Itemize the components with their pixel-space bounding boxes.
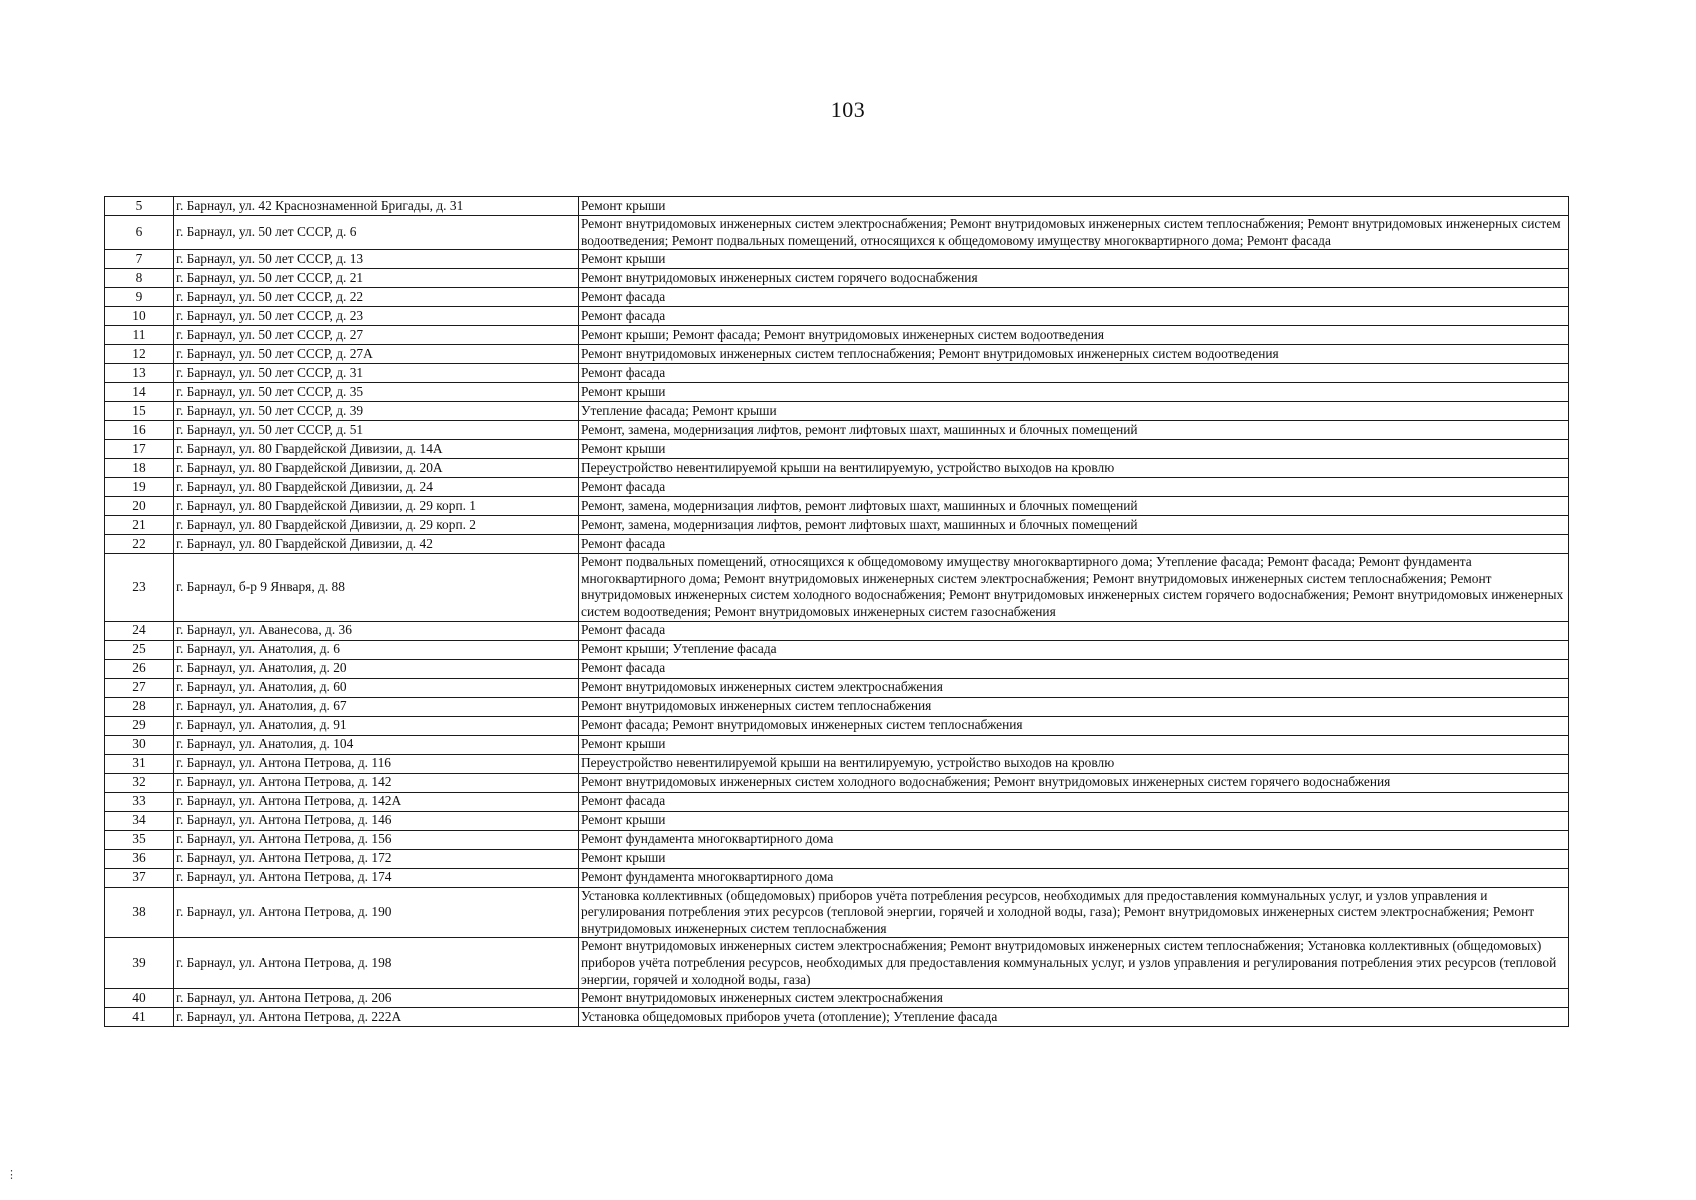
table-row [105, 773, 1569, 792]
table-row [105, 868, 1569, 887]
row-number-cell: 27 [105, 678, 174, 697]
address-cell: г. Барнаул, ул. 50 лет СССР, д. 31 [174, 364, 579, 383]
table-row [105, 421, 1569, 440]
row-number-cell: 7 [105, 250, 174, 269]
table-row [105, 383, 1569, 402]
table-row [105, 459, 1569, 478]
row-number-cell: 33 [105, 792, 174, 811]
work-type-cell: Ремонт внутридомовых инженерных систем горячего водоснабжения [579, 269, 1569, 288]
table-row [105, 364, 1569, 383]
work-type-cell: Ремонт крыши [579, 440, 1569, 459]
work-type-cell: Ремонт фасада [579, 792, 1569, 811]
table-row [105, 307, 1569, 326]
table-row [105, 697, 1569, 716]
work-type-cell: Установка коллективных (общедомовых) приборов учёта потребления ресурсов, необходимых для предоставления коммунальных услуг, и узлов управления и регулирования потребления этих ресурсов (тепловой энергии, горячей и холодной воды, газа); Ремонт внутридомовых инженерных систем электроснабжения; Ремонт внутридомовых инженерных систем теплоснабжения [579, 887, 1569, 938]
work-type-cell: Ремонт, замена, модернизация лифтов, ремонт лифтовых шахт, машинных и блочных помещений [579, 497, 1569, 516]
table-row [105, 288, 1569, 307]
row-number-cell: 11 [105, 326, 174, 345]
table-row [105, 621, 1569, 640]
address-cell: г. Барнаул, ул. Анатолия, д. 60 [174, 678, 579, 697]
address-cell: г. Барнаул, ул. 50 лет СССР, д. 39 [174, 402, 579, 421]
row-number-cell: 41 [105, 1008, 174, 1027]
address-cell: г. Барнаул, ул. 80 Гвардейской Дивизии, д. 24 [174, 478, 579, 497]
work-type-cell: Ремонт фасада; Ремонт внутридомовых инженерных систем теплоснабжения [579, 716, 1569, 735]
row-number-cell: 5 [105, 197, 174, 216]
work-type-cell: Ремонт подвальных помещений, относящихся к общедомовому имуществу многоквартирного дома; Утепление фасада; Ремонт фасада; Ремонт фундамента многоквартирного дома; Ремонт внутридомовых инженерных систем электроснабжения; Ремонт внутридомовых инженерных систем теплоснабжения; Ремонт внутридомовых инженерных систем холодного водоснабжения; Ремонт внутридомовых инженерных систем горячего водоснабжения; Ремонт внутридомовых инженерных систем водоотведения; Ремонт внутридомовых инженерных систем газоснабжения [579, 554, 1569, 621]
table-row [105, 811, 1569, 830]
table-row [105, 269, 1569, 288]
repair-program-table [104, 196, 1569, 1027]
table-row [105, 754, 1569, 773]
address-cell: г. Барнаул, ул. Антона Петрова, д. 206 [174, 989, 579, 1008]
address-cell: г. Барнаул, ул. Анатолия, д. 91 [174, 716, 579, 735]
address-cell: г. Барнаул, ул. Антона Петрова, д. 142А [174, 792, 579, 811]
work-type-cell: Переустройство невентилируемой крыши на вентилируемую, устройство выходов на кровлю [579, 754, 1569, 773]
page-number: 103 [830, 97, 866, 122]
work-type-cell: Ремонт фасада [579, 478, 1569, 497]
address-cell: г. Барнаул, ул. Антона Петрова, д. 142 [174, 773, 579, 792]
work-type-cell: Ремонт фасада [579, 659, 1569, 678]
row-number-cell: 32 [105, 773, 174, 792]
row-number-cell: 15 [105, 402, 174, 421]
row-number-cell: 8 [105, 269, 174, 288]
address-cell: г. Барнаул, ул. Антона Петрова, д. 172 [174, 849, 579, 868]
address-cell: г. Барнаул, ул. 50 лет СССР, д. 6 [174, 216, 579, 250]
work-type-cell: Ремонт внутридомовых инженерных систем теплоснабжения [579, 697, 1569, 716]
table-row [105, 887, 1569, 938]
work-type-cell: Ремонт внутридомовых инженерных систем электроснабжения [579, 989, 1569, 1008]
address-cell: г. Барнаул, ул. Анатолия, д. 6 [174, 640, 579, 659]
address-cell: г. Барнаул, ул. 80 Гвардейской Дивизии, д. 42 [174, 535, 579, 554]
table-row [105, 938, 1569, 989]
row-number-cell: 30 [105, 735, 174, 754]
table-row [105, 678, 1569, 697]
table-row [105, 497, 1569, 516]
address-cell: г. Барнаул, ул. 50 лет СССР, д. 13 [174, 250, 579, 269]
row-number-cell: 39 [105, 938, 174, 989]
row-number-cell: 18 [105, 459, 174, 478]
row-number-cell: 28 [105, 697, 174, 716]
work-type-cell: Переустройство невентилируемой крыши на вентилируемую, устройство выходов на кровлю [579, 459, 1569, 478]
row-number-cell: 40 [105, 989, 174, 1008]
table-row [105, 989, 1569, 1008]
work-type-cell: Ремонт внутридомовых инженерных систем теплоснабжения; Ремонт внутридомовых инженерных систем водоотведения [579, 345, 1569, 364]
row-number-cell: 14 [105, 383, 174, 402]
table-row [105, 440, 1569, 459]
address-cell: г. Барнаул, ул. 50 лет СССР, д. 22 [174, 288, 579, 307]
address-cell: г. Барнаул, ул. 50 лет СССР, д. 23 [174, 307, 579, 326]
work-type-cell: Ремонт, замена, модернизация лифтов, ремонт лифтовых шахт, машинных и блочных помещений [579, 421, 1569, 440]
row-number-cell: 21 [105, 516, 174, 535]
work-type-cell: Ремонт фасада [579, 621, 1569, 640]
row-number-cell: 6 [105, 216, 174, 250]
address-cell: г. Барнаул, ул. 80 Гвардейской Дивизии, д. 14А [174, 440, 579, 459]
work-type-cell: Ремонт фасада [579, 535, 1569, 554]
row-number-cell: 25 [105, 640, 174, 659]
table-row [105, 659, 1569, 678]
work-type-cell: Ремонт крыши [579, 250, 1569, 269]
row-number-cell: 16 [105, 421, 174, 440]
row-number-cell: 24 [105, 621, 174, 640]
address-cell: г. Барнаул, ул. 80 Гвардейской Дивизии, д. 29 корп. 1 [174, 497, 579, 516]
work-type-cell: Ремонт фасада [579, 364, 1569, 383]
address-cell: г. Барнаул, ул. 80 Гвардейской Дивизии, д. 20А [174, 459, 579, 478]
address-cell: г. Барнаул, ул. Анатолия, д. 67 [174, 697, 579, 716]
table-row [105, 216, 1569, 250]
row-number-cell: 22 [105, 535, 174, 554]
address-cell: г. Барнаул, ул. 42 Краснознаменной Бригады, д. 31 [174, 197, 579, 216]
table-row [105, 535, 1569, 554]
work-type-cell: Установка общедомовых приборов учета (отопление); Утепление фасада [579, 1008, 1569, 1027]
address-cell: г. Барнаул, ул. 80 Гвардейской Дивизии, д. 29 корп. 2 [174, 516, 579, 535]
row-number-cell: 29 [105, 716, 174, 735]
work-type-cell: Ремонт крыши; Утепление фасада [579, 640, 1569, 659]
work-type-cell: Ремонт крыши [579, 197, 1569, 216]
address-cell: г. Барнаул, ул. Антона Петрова, д. 222А [174, 1008, 579, 1027]
table-row [105, 402, 1569, 421]
address-cell: г. Барнаул, ул. Антона Петрова, д. 174 [174, 868, 579, 887]
address-cell: г. Барнаул, ул. 50 лет СССР, д. 27 [174, 326, 579, 345]
address-cell: г. Барнаул, ул. Аванесова, д. 36 [174, 621, 579, 640]
work-type-cell: Ремонт внутридомовых инженерных систем электроснабжения [579, 678, 1569, 697]
work-type-cell: Ремонт фундамента многоквартирного дома [579, 830, 1569, 849]
row-number-cell: 20 [105, 497, 174, 516]
table-row [105, 554, 1569, 621]
table-row [105, 516, 1569, 535]
address-cell: г. Барнаул, ул. Антона Петрова, д. 156 [174, 830, 579, 849]
table-row [105, 478, 1569, 497]
row-number-cell: 31 [105, 754, 174, 773]
scan-artifact: ⋮ [6, 1169, 17, 1181]
row-number-cell: 34 [105, 811, 174, 830]
table-body [105, 197, 1569, 1027]
table-row [105, 345, 1569, 364]
row-number-cell: 36 [105, 849, 174, 868]
work-type-cell: Ремонт крыши [579, 811, 1569, 830]
table-row [105, 716, 1569, 735]
work-type-cell: Ремонт крыши [579, 849, 1569, 868]
work-type-cell: Ремонт крыши [579, 383, 1569, 402]
work-type-cell: Утепление фасада; Ремонт крыши [579, 402, 1569, 421]
work-type-cell: Ремонт фасада [579, 288, 1569, 307]
table-row [105, 326, 1569, 345]
address-cell: г. Барнаул, ул. Антона Петрова, д. 198 [174, 938, 579, 989]
row-number-cell: 35 [105, 830, 174, 849]
work-type-cell: Ремонт, замена, модернизация лифтов, ремонт лифтовых шахт, машинных и блочных помещений [579, 516, 1569, 535]
work-type-cell: Ремонт внутридомовых инженерных систем холодного водоснабжения; Ремонт внутридомовых инженерных систем горячего водоснабжения [579, 773, 1569, 792]
row-number-cell: 17 [105, 440, 174, 459]
address-cell: г. Барнаул, ул. 50 лет СССР, д. 21 [174, 269, 579, 288]
address-cell: г. Барнаул, ул. Антона Петрова, д. 190 [174, 887, 579, 938]
address-cell: г. Барнаул, б-р 9 Января, д. 88 [174, 554, 579, 621]
table-row [105, 250, 1569, 269]
table-row [105, 792, 1569, 811]
table-row [105, 197, 1569, 216]
address-cell: г. Барнаул, ул. 50 лет СССР, д. 27А [174, 345, 579, 364]
address-cell: г. Барнаул, ул. Анатолия, д. 104 [174, 735, 579, 754]
table-row [105, 735, 1569, 754]
address-cell: г. Барнаул, ул. Анатолия, д. 20 [174, 659, 579, 678]
table-row [105, 830, 1569, 849]
work-type-cell: Ремонт фундамента многоквартирного дома [579, 868, 1569, 887]
row-number-cell: 23 [105, 554, 174, 621]
table-row [105, 849, 1569, 868]
row-number-cell: 38 [105, 887, 174, 938]
work-type-cell: Ремонт внутридомовых инженерных систем электроснабжения; Ремонт внутридомовых инженерных систем теплоснабжения; Ремонт внутридомовых инженерных систем водоотведения; Ремонт подвальных помещений, относящихся к общедомовому имуществу многоквартирного дома; Ремонт фасада [579, 216, 1569, 250]
work-type-cell: Ремонт крыши [579, 735, 1569, 754]
address-cell: г. Барнаул, ул. Антона Петрова, д. 146 [174, 811, 579, 830]
row-number-cell: 19 [105, 478, 174, 497]
work-type-cell: Ремонт крыши; Ремонт фасада; Ремонт внутридомовых инженерных систем водоотведения [579, 326, 1569, 345]
row-number-cell: 37 [105, 868, 174, 887]
row-number-cell: 26 [105, 659, 174, 678]
table-row [105, 640, 1569, 659]
row-number-cell: 10 [105, 307, 174, 326]
work-type-cell: Ремонт внутридомовых инженерных систем электроснабжения; Ремонт внутридомовых инженерных систем теплоснабжения; Установка коллективных (общедомовых) приборов учёта потребления ресурсов, необходимых для предоставления коммунальных услуг, и узлов управления и регулирования потребления этих ресурсов (тепловой энергии, горячей и холодной воды, газа) [579, 938, 1569, 989]
address-cell: г. Барнаул, ул. Антона Петрова, д. 116 [174, 754, 579, 773]
row-number-cell: 13 [105, 364, 174, 383]
address-cell: г. Барнаул, ул. 50 лет СССР, д. 35 [174, 383, 579, 402]
row-number-cell: 12 [105, 345, 174, 364]
work-type-cell: Ремонт фасада [579, 307, 1569, 326]
address-cell: г. Барнаул, ул. 50 лет СССР, д. 51 [174, 421, 579, 440]
row-number-cell: 9 [105, 288, 174, 307]
table-row [105, 1008, 1569, 1027]
